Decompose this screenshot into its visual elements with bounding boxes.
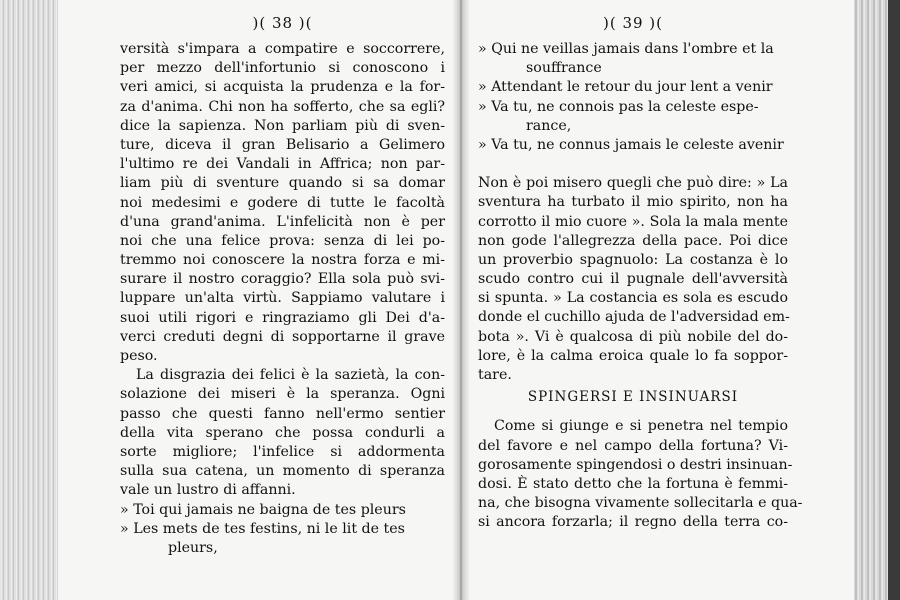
text-line: passo che questi fanno nell'ermo sentier [120,405,445,422]
text-line: donde el cuchillo ajuda de l'adversidad em- [478,309,790,326]
text-line: Come si giunge e si penetra nel tempio [494,418,788,435]
verse-line: » Attendant le retour du jour lent a venir [478,79,773,96]
section-heading: SPINGERSI E INSINUARSI [527,389,739,406]
text-line: corrotto il mio cuore ». Sola la mala mente [478,213,788,230]
text-line: liam più di sventure quando si sa domar [120,175,445,192]
page-number-right: )( 39 )( [602,14,664,32]
text-line: per mezzo dell'infortunio si conoscono i [120,60,445,77]
page-number-left: )( 38 )( [252,14,313,32]
text-line: scudo contro cui il pugnale dell'avversità [478,271,788,288]
text-line: si spunta. » La costancia es sola es escudo [478,290,788,307]
text-line: verci creduti degni di sopportarne il grave [120,328,445,345]
text-line: del favore e nel campo della fortuna? Vi- [478,437,788,454]
text-line: tare. [478,367,512,383]
text-line: Non è poi misero quegli che può dire: » La [478,175,788,192]
text-line: d'una grand'anima. L'infelicità non è per [120,213,445,230]
text-line: za d'anima. Chi non ha sofferto, che sa egli? [120,98,445,115]
left-page-text [120,40,445,558]
text-line: surare il nostro coraggio? Ella sola può svi- [120,271,445,288]
verse-line: souffrance [526,60,602,77]
text-line: peso. [120,348,158,364]
text-line: suoi utili rigori e ringraziamo gli Dei d'a- [120,309,445,326]
text-line: sorte migliore; l'infelice si addormenta [120,443,445,460]
blank-line [478,155,788,174]
text-line: veri amici, si acquista la prudenza e la for- [120,79,445,96]
text-line: un proverbio spagnuolo: La costanza è lo [478,251,788,268]
verse-line: » Qui ne veillas jamais dans l'ombre et la [478,41,774,57]
text-line: dice la sapienza. Non parliam più di sven- [120,117,445,134]
text-line: sventura ha turbato il mio spirito, non ha [478,194,788,211]
text-line: dosi. È stato detto che la fortuna è femmi- [478,475,788,492]
left-page [120,0,445,600]
verse-line: » Va tu, ne connois pas la celeste espe- [478,98,759,115]
text-line: noi che una felice prova: senza di lei po- [120,232,445,249]
text-line: noi medesimi e godere di tutte le facoltà [120,194,445,211]
right-page [478,0,803,600]
text-line: non gode l'allegrezza della pace. Poi dice [478,232,788,249]
book-gutter [452,0,470,600]
text-line: lore, è la calma eroica quale lo fa soppor- [478,347,788,364]
text-line: solazione dei miseri è la speranza. Ogni [120,386,445,403]
text-line: bota ». Vi è qualcosa di più nobile del do- [478,328,788,345]
text-line: l'ultimo re dei Vandali in Affrica; non par- [120,156,445,173]
verse-line: » Les mets de tes festins, ni le lit de tes [120,520,405,537]
text-line: luppare un'alta virtù. Sappiamo valutare i [120,290,445,307]
text-line: della vita sperano che possa condurli a [120,424,445,441]
text-line: sulla sua catena, un momento di speranza [120,463,445,480]
text-line: tremmo noi conoscere la nostra forza e mi- [120,252,445,269]
text-line: vale un lustro di affanni. [120,482,296,499]
verse-line: pleurs, [168,539,218,556]
text-line: si ancora forzarla; il regno della terra co- [478,514,788,531]
text-line: La disgrazia dei felici è la sazietà, la con- [136,367,445,384]
text-line: ture, diceva il gran Belisario a Gelimero [120,136,445,153]
verse-line: rance, [526,117,572,134]
text-line: versità s'impara a compatire e soccorrere, [120,41,445,57]
right-page-text [478,40,803,533]
text-line: na, che bisogna vivamente sollecitarla e qua- [478,495,803,512]
left-page-edges [0,0,58,600]
verse-line: » Toi qui jamais ne baigna de tes pleurs [120,501,406,518]
right-page-edges [854,0,900,600]
verse-line: » Va tu, ne connus jamais le celeste avenir [478,136,784,153]
text-line: gorosamente spingendosi o destri insinuan- [478,456,793,473]
